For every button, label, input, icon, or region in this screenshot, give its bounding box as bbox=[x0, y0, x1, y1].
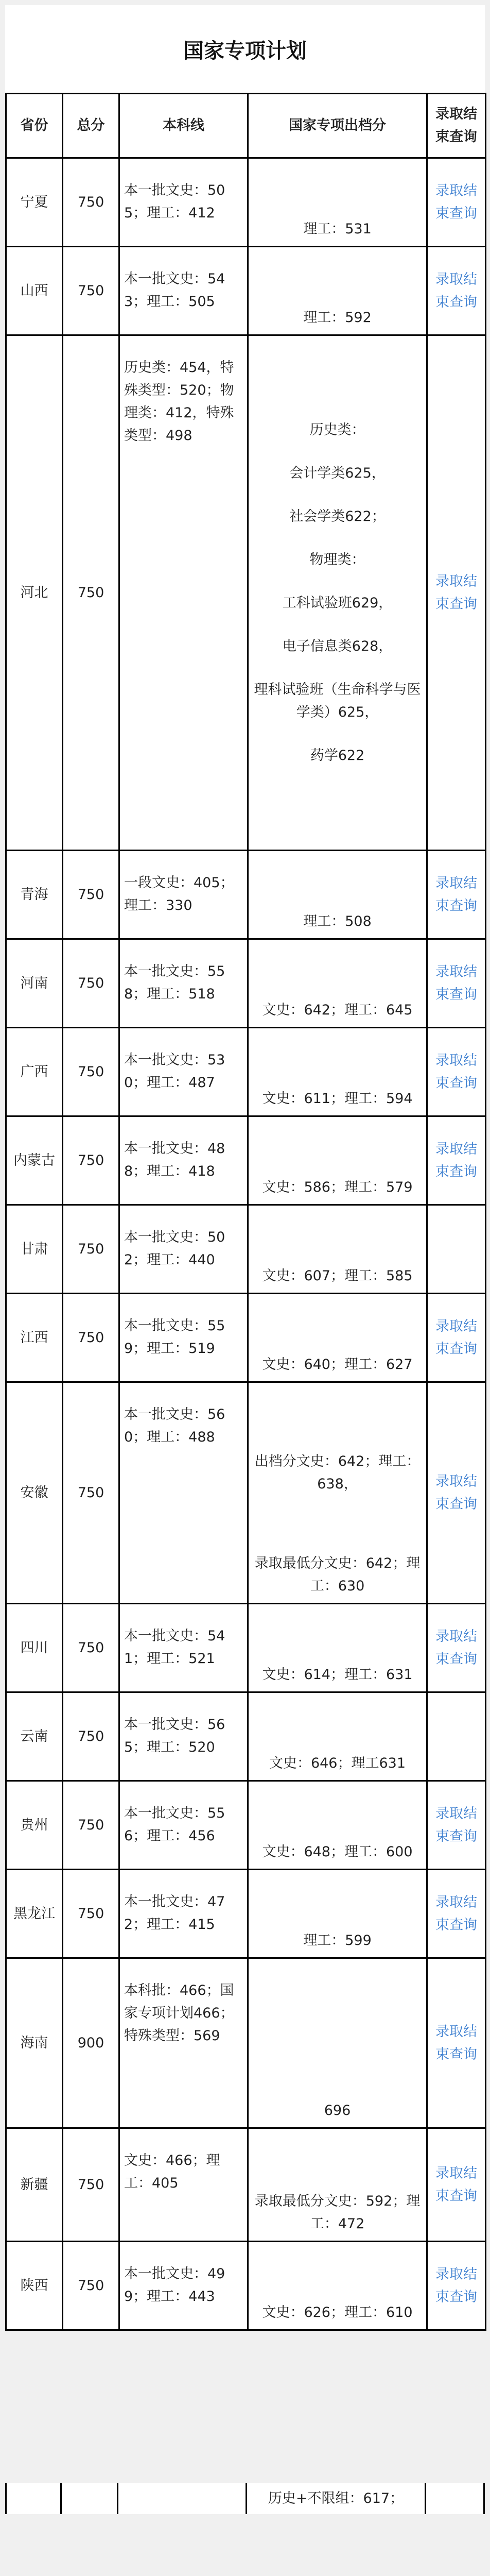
province-cell: 贵州 bbox=[6, 1781, 63, 1870]
query-cell bbox=[427, 158, 486, 247]
national-score-cell bbox=[248, 939, 427, 1028]
table-row bbox=[6, 1116, 486, 1205]
undergrad-line-cell: 一段文史：405；理工：330 bbox=[119, 851, 248, 939]
national-score-line: 文史：640；理工：627 bbox=[262, 1357, 413, 1372]
national-score-line: 文史：626；理工：610 bbox=[262, 2304, 413, 2320]
province-cell: 河南 bbox=[6, 939, 63, 1028]
table-row bbox=[6, 2128, 486, 2242]
table-row bbox=[6, 158, 486, 247]
undergrad-line-cell: 本一批文史：530；理工：487 bbox=[119, 1028, 248, 1116]
total-score-cell: 750 bbox=[63, 335, 119, 851]
province-cell: 内蒙古 bbox=[6, 1116, 63, 1205]
national-score-cell bbox=[248, 851, 427, 939]
total-score-cell: 750 bbox=[63, 1205, 119, 1294]
header-province: 省份 bbox=[6, 94, 63, 158]
national-score-cell bbox=[248, 1692, 427, 1781]
province-cell: 海南 bbox=[6, 1958, 63, 2128]
province-cell: 河北 bbox=[6, 335, 63, 851]
province-cell: 甘肃 bbox=[6, 1205, 63, 1294]
query-cell bbox=[427, 335, 486, 851]
national-score-line: 物理类： bbox=[309, 551, 365, 568]
table-row bbox=[6, 335, 486, 851]
undergrad-line-cell: 本一批文史：472；理工：415 bbox=[119, 1870, 248, 1958]
page-title: 国家专项计划 bbox=[183, 39, 307, 63]
national-score-line: 历史类： bbox=[309, 421, 365, 438]
national-score-line: 工科试验班629， bbox=[282, 595, 393, 611]
query-cell bbox=[427, 1382, 486, 1604]
undergrad-line-cell: 本一批文史：558；理工：518 bbox=[119, 939, 248, 1028]
undergrad-line-cell: 本一批文史：543；理工：505 bbox=[119, 247, 248, 335]
partial-row bbox=[5, 2483, 485, 2514]
query-cell bbox=[427, 2128, 486, 2242]
table-row bbox=[6, 1692, 486, 1781]
undergrad-line-cell: 文史：466；理工：405 bbox=[119, 2128, 248, 2242]
undergrad-line-cell: 本一批文史：505；理工：412 bbox=[119, 158, 248, 247]
query-cell bbox=[427, 1781, 486, 1870]
national-score-line: 录取最低分文史：642；理工：630 bbox=[254, 1555, 421, 1594]
table-row bbox=[6, 1958, 486, 2128]
national-score-line: 理工：592 bbox=[303, 310, 372, 326]
province-cell: 山西 bbox=[6, 247, 63, 335]
header-total: 总分 bbox=[63, 94, 119, 158]
admission-query-link[interactable]: 录取结束查询 bbox=[435, 1052, 477, 1091]
blank-area bbox=[0, 2514, 490, 2576]
province-cell: 安徽 bbox=[6, 1382, 63, 1604]
province-cell: 新疆 bbox=[6, 2128, 63, 2242]
admission-query-link[interactable]: 录取结束查询 bbox=[435, 1318, 477, 1357]
table-header-row bbox=[6, 94, 486, 158]
total-score-cell: 750 bbox=[63, 1382, 119, 1604]
national-score-cell bbox=[248, 1958, 427, 2128]
national-score-cell bbox=[248, 247, 427, 335]
table-row bbox=[6, 2242, 486, 2330]
content-card bbox=[5, 5, 485, 2331]
national-score-line: 理工：599 bbox=[303, 1933, 372, 1948]
undergrad-line-cell: 本一批文史：560；理工：488 bbox=[119, 1382, 248, 1604]
admission-query-link[interactable]: 录取结束查询 bbox=[435, 2165, 477, 2204]
table-row bbox=[6, 1604, 486, 1692]
national-score-line: 出档分文史：642；理工：638， bbox=[254, 1453, 421, 1492]
admission-query-link[interactable]: 录取结束查询 bbox=[435, 1628, 477, 1667]
undergrad-line-cell: 本一批文史：559；理工：519 bbox=[119, 1294, 248, 1382]
query-cell bbox=[427, 1205, 486, 1294]
table-row bbox=[6, 1294, 486, 1382]
national-score-cell bbox=[248, 2242, 427, 2330]
total-score-cell: 750 bbox=[63, 1028, 119, 1116]
national-score-line: 录取最低分文史：592；理工：472 bbox=[254, 2193, 421, 2232]
admission-query-link[interactable]: 录取结束查询 bbox=[435, 1805, 477, 1844]
table-row bbox=[6, 1870, 486, 1958]
total-score-cell: 750 bbox=[63, 1781, 119, 1870]
total-score-cell: 750 bbox=[63, 1116, 119, 1205]
admission-query-link[interactable]: 录取结束查询 bbox=[435, 1141, 477, 1180]
national-score-cell bbox=[248, 1028, 427, 1116]
query-cell bbox=[427, 1692, 486, 1781]
national-score-line: 文史：586；理工：579 bbox=[262, 1179, 413, 1195]
national-score-line: 文史：607；理工：585 bbox=[262, 1268, 413, 1284]
national-score-cell bbox=[248, 1116, 427, 1205]
province-cell: 陕西 bbox=[6, 2242, 63, 2330]
national-score-line: 理科试验班（生命科学与医学类）625， bbox=[254, 681, 421, 720]
total-score-cell: 750 bbox=[63, 1870, 119, 1958]
table-row bbox=[6, 851, 486, 939]
admission-query-link[interactable]: 录取结束查询 bbox=[435, 2023, 477, 2062]
query-cell bbox=[427, 1604, 486, 1692]
national-score-cell bbox=[248, 1781, 427, 1870]
table-row bbox=[6, 1382, 486, 1604]
query-cell bbox=[427, 1028, 486, 1116]
undergrad-line-cell: 本一批文史：502；理工：440 bbox=[119, 1205, 248, 1294]
query-cell bbox=[427, 851, 486, 939]
admission-query-link[interactable]: 录取结束查询 bbox=[435, 1473, 477, 1512]
total-score-cell: 750 bbox=[63, 247, 119, 335]
table-row bbox=[6, 1205, 486, 1294]
national-score-line: 文史：614；理工：631 bbox=[262, 1667, 413, 1683]
admission-query-link[interactable]: 录取结束查询 bbox=[435, 1894, 477, 1933]
national-score-cell bbox=[248, 1294, 427, 1382]
header-query: 录取结束查询 bbox=[427, 94, 486, 158]
national-score-line: 社会学类622； bbox=[289, 508, 386, 524]
undergrad-line-cell: 本一批文史：556；理工：456 bbox=[119, 1781, 248, 1870]
national-score-line: 会计学类625， bbox=[289, 465, 386, 481]
province-cell: 黑龙江 bbox=[6, 1870, 63, 1958]
national-score-line: 文史：648；理工：600 bbox=[262, 1844, 413, 1860]
national-score-line: 696 bbox=[324, 2103, 351, 2119]
table-row bbox=[6, 1781, 486, 1870]
total-score-cell: 750 bbox=[63, 2128, 119, 2242]
national-score-cell bbox=[248, 158, 427, 247]
national-score-cell bbox=[248, 2128, 427, 2242]
undergrad-line-cell: 历史类：454，特殊类型：520；物理类：412，特殊类型：498 bbox=[119, 335, 248, 851]
national-score-cell bbox=[248, 1604, 427, 1692]
query-cell bbox=[427, 1116, 486, 1205]
admission-query-link[interactable]: 录取结束查询 bbox=[435, 963, 477, 1003]
admission-query-link[interactable]: 录取结束查询 bbox=[435, 271, 477, 310]
undergrad-line-cell: 本一批文史：565；理工：520 bbox=[119, 1692, 248, 1781]
province-cell: 宁夏 bbox=[6, 158, 63, 247]
header-line: 本科线 bbox=[119, 94, 248, 158]
header-national: 国家专项出档分 bbox=[248, 94, 427, 158]
query-cell bbox=[427, 1958, 486, 2128]
province-cell: 四川 bbox=[6, 1604, 63, 1692]
table-row bbox=[6, 939, 486, 1028]
undergrad-line-cell: 本一批文史：499；理工：443 bbox=[119, 2242, 248, 2330]
national-score-line: 文史：611；理工：594 bbox=[262, 1091, 413, 1107]
query-cell bbox=[427, 1870, 486, 1958]
undergrad-line-cell: 本一批文史：541；理工：521 bbox=[119, 1604, 248, 1692]
total-score-cell: 750 bbox=[63, 158, 119, 247]
national-score-line: 药学622 bbox=[310, 747, 365, 764]
query-cell bbox=[427, 247, 486, 335]
query-cell bbox=[427, 2242, 486, 2330]
undergrad-line-cell: 本一批文史：488；理工：418 bbox=[119, 1116, 248, 1205]
total-score-cell: 750 bbox=[63, 1692, 119, 1781]
table-row bbox=[6, 247, 486, 335]
total-score-cell: 750 bbox=[63, 2242, 119, 2330]
national-score-line: 文史：642；理工：645 bbox=[262, 1002, 413, 1018]
national-score-line: 电子信息类628， bbox=[282, 638, 393, 654]
total-score-cell: 750 bbox=[63, 939, 119, 1028]
admission-query-link[interactable]: 录取结束查询 bbox=[435, 2266, 477, 2305]
total-score-cell: 750 bbox=[63, 1294, 119, 1382]
total-score-cell: 900 bbox=[63, 1958, 119, 2128]
total-score-cell: 750 bbox=[63, 851, 119, 939]
province-cell: 广西 bbox=[6, 1028, 63, 1116]
admission-table bbox=[5, 93, 486, 2331]
table-body bbox=[6, 158, 486, 2330]
province-cell: 青海 bbox=[6, 851, 63, 939]
total-score-cell: 750 bbox=[63, 1604, 119, 1692]
national-score-line: 理工：531 bbox=[303, 221, 372, 237]
undergrad-line-cell: 本科批：466；国家专项计划466；特殊类型：569 bbox=[119, 1958, 248, 2128]
national-score-cell bbox=[248, 1382, 427, 1604]
admission-query-link[interactable]: 录取结束查询 bbox=[435, 573, 477, 612]
admission-query-link[interactable]: 录取结束查询 bbox=[435, 182, 477, 222]
national-score-cell bbox=[248, 1205, 427, 1294]
national-score-line: 理工：508 bbox=[303, 913, 372, 929]
national-score-cell bbox=[248, 1870, 427, 1958]
partial-row-national: 历史+不限组：617； bbox=[247, 2483, 426, 2514]
query-cell bbox=[427, 1294, 486, 1382]
province-cell: 云南 bbox=[6, 1692, 63, 1781]
province-cell: 江西 bbox=[6, 1294, 63, 1382]
query-cell bbox=[427, 939, 486, 1028]
admission-query-link[interactable]: 录取结束查询 bbox=[435, 875, 477, 914]
national-score-line: 文史：646；理工631 bbox=[269, 1755, 406, 1771]
national-score-cell bbox=[248, 335, 427, 851]
table-row bbox=[6, 1028, 486, 1116]
